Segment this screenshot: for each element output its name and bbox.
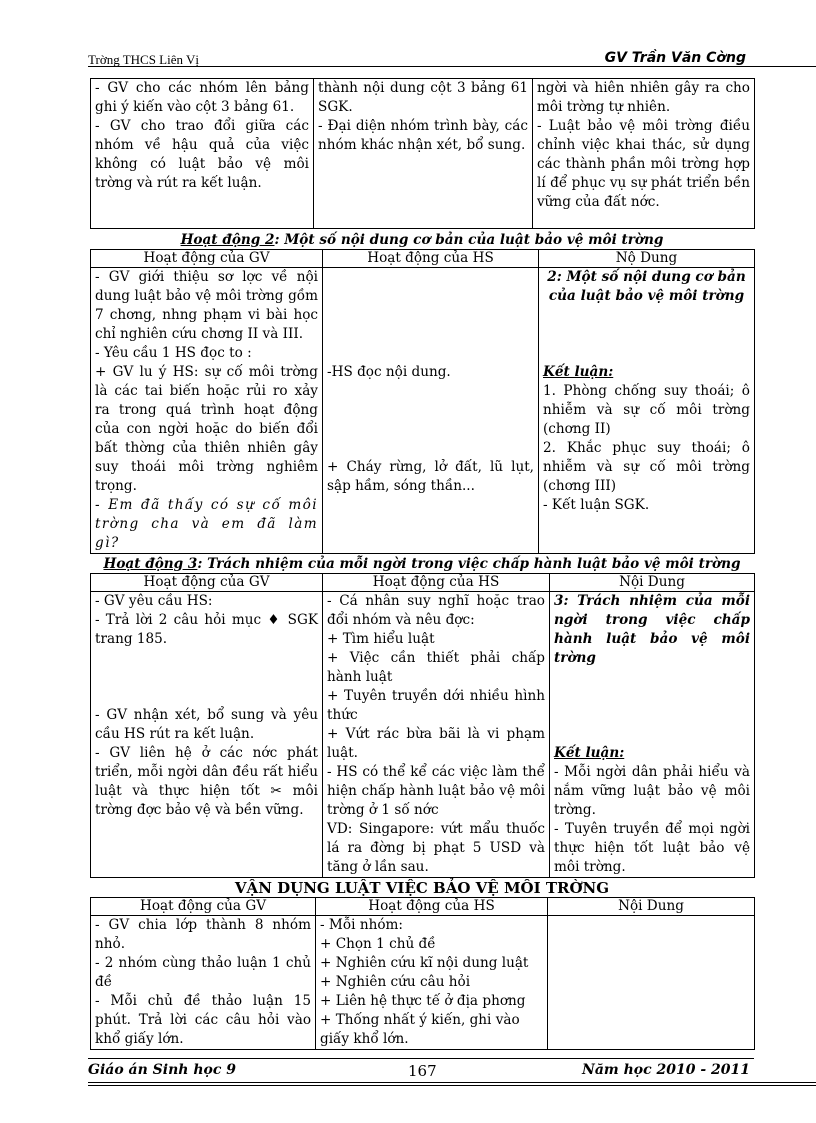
footer-subject: Giáo án Sinh học 9: [88, 1062, 236, 1078]
cell-nd: 3: Trách nhiệm của mỗi ngời trong việc chấp hành luật bảo vệ môi trờng Kết luận: - Mỗi ngời dân phải hiểu và nắm vững luật bảo vệ môi trờng. - Tuyên truyền để mọi ngời thực hiện tốt luật bảo vệ môi trờng.: [550, 592, 755, 878]
header-rule: [88, 66, 816, 67]
cell-hs: -HS đọc nội dung. + Cháy rừng, lở đất, lũ lụt, sập hầm, sóng thần...: [323, 268, 539, 554]
table-header-row: [91, 250, 755, 268]
col-header-gv: Hoạt động của GV: [91, 574, 323, 592]
ketluan-label: Kết luận:: [554, 745, 625, 761]
table-header-row: [91, 574, 755, 592]
cell-gv: - GV chia lớp thành 8 nhóm nhỏ. - 2 nhóm cùng thảo luận 1 chủ đề - Mỗi chủ đề thảo luận 15 phút. Trả lời các câu hỏi vào khổ giấy lớn.: [91, 916, 316, 1050]
cell-gv: - GV cho các nhóm lên bảng ghi ý kiến vào cột 3 bảng 61. - GV cho trao đổi giữa các nhóm về hậu quả của việc không có luật bảo vệ môi trờng và rút ra kết luận.: [91, 79, 314, 229]
diamond-icon: ♦: [267, 612, 282, 628]
cell-hs: - Cá nhân suy nghĩ hoặc trao đổi nhóm và nêu đợc: + Tìm hiểu luật + Việc cần thiết phải chấp hành luật + Tuyên truyền dới nhiều hình thức + Vứt rác bừa bãi là vi phạm luật. - HS có thể kể các việc làm thể hiện chấp hành luật bảo vệ môi trờng ở 1 số nớc VD: Singapore: vứt mẩu thuốc lá ra đờng bị phạt 5 USD và tăng ở lần sau.: [323, 592, 550, 878]
col-header-hs: Hoạt động của HS: [323, 250, 539, 268]
bottom-rule-thin: [88, 1085, 816, 1086]
footer-school-year: Năm học 2010 - 2011: [582, 1062, 750, 1078]
cell-gv: - GV yêu cầu HS: - Trả lời 2 câu hỏi mục ♦ SGK trang 185. - GV nhận xét, bổ sung và yêu cầu HS rút ra kết luận. - GV liên hệ ở các nớc phát triển, mỗi ngời dân đều rất hiểu luật và thực hiện tốt ✂ môi trờng đợc bảo vệ và bền vững.: [91, 592, 323, 878]
cell-nd: [548, 916, 755, 1050]
teacher-name: GV Trần Văn Cờng: [604, 50, 746, 66]
table-row: [91, 592, 755, 878]
col-header-nd: Nội Dung: [550, 574, 755, 592]
ketluan-label: Kết luận:: [543, 364, 614, 380]
col-header-gv: Hoạt động của GV: [91, 898, 316, 916]
school-name: Trờng THCS Liên Vị: [88, 52, 200, 67]
page-number: 167: [408, 1062, 437, 1080]
table-row: [91, 268, 755, 554]
table-hd3: [90, 573, 755, 878]
table-row: [91, 79, 755, 229]
scissors-icon: ✂: [270, 783, 282, 799]
cell-gv: - GV giới thiệu sơ lợc về nội dung luật bảo vệ môi trờng gồm 7 chơng, nhng phạm vi bài học chỉ nghiên cứu chơng II và III. - Yêu cầu 1 HS đọc to : + GV lu ý HS: sự cố môi trờng là các tai biến hoặc rủi ro xảy ra trong quá trình hoạt động của con ngời hoặc do biến đổi bất thờng của thiên nhiên gây suy thoái môi trờng nghiêm trọng. - Em đã thấy có sự cố môi trờng cha và em đã làm gì?: [91, 268, 323, 554]
col-header-gv: Hoạt động của GV: [91, 250, 323, 268]
col-header-hs: Hoạt động của HS: [316, 898, 548, 916]
table-row: [91, 916, 755, 1050]
cell-nd: 2: Một số nội dung cơ bản của luật bảo vệ môi trờng Kết luận: 1. Phòng chống suy thoái; ô nhiễm và sự cố môi trờng (chơng II) 2. Khắc phục suy thoái; ô nhiễm và sự cố môi trờng (chơng III) - Kết luận SGK.: [539, 268, 755, 554]
col-header-hs: Hoạt động của HS: [323, 574, 550, 592]
bottom-rule: [88, 1082, 816, 1083]
section-title-vandung: VẬN DỤNG LUẬT VIỆC BẢO VỆ MÔI TRỜNG: [234, 879, 610, 897]
col-header-nd: Nội Dung: [548, 898, 755, 916]
table-hd2: [90, 249, 755, 554]
nd-heading: 3: Trách nhiệm của mỗi ngời trong việc chấp hành luật bảo vệ môi trờng: [554, 593, 750, 666]
cell-nd: ngời và hiên nhiên gây ra cho môi trờng tự nhiên. - Luật bảo vệ môi trờng điều chỉnh việc khai thác, sử dụng các thành phần môi trờng hợp lí để phục vụ sự phát triển bền vững của đất nớc.: [533, 79, 755, 229]
nd-heading: 2: Một số nội dung cơ bản của luật bảo vệ môi trờng: [547, 269, 746, 304]
cell-hs: thành nội dung cột 3 bảng 61 SGK. - Đại diện nhóm trình bày, các nhóm khác nhận xét, bổ sung.: [314, 79, 533, 229]
table-continued: [90, 78, 755, 229]
section-title-hd2: Hoạt động 2: Một số nội dung cơ bản của luật bảo vệ môi trờng: [180, 232, 664, 248]
cell-hs: - Mỗi nhóm: + Chọn 1 chủ đề + Nghiên cứu kĩ nội dung luật + Nghiên cứu câu hỏi + Liên hệ thực tế ở địa phơng + Thống nhất ý kiến, ghi vào giấy khổ lớn.: [316, 916, 548, 1050]
question-text: - Em đã thấy có sự cố môi trờng cha và em đã làm gì?: [95, 497, 318, 551]
table-vandung: [90, 897, 755, 1050]
section-title-hd3: Hoạt động 3: Trách nhiệm của mỗi ngời trong việc chấp hành luật bảo vệ môi trờng: [103, 556, 741, 572]
footer-rule: [88, 1058, 754, 1059]
page-header: [88, 50, 746, 70]
col-header-nd: Nộ Dung: [539, 250, 755, 268]
table-header-row: [91, 898, 755, 916]
